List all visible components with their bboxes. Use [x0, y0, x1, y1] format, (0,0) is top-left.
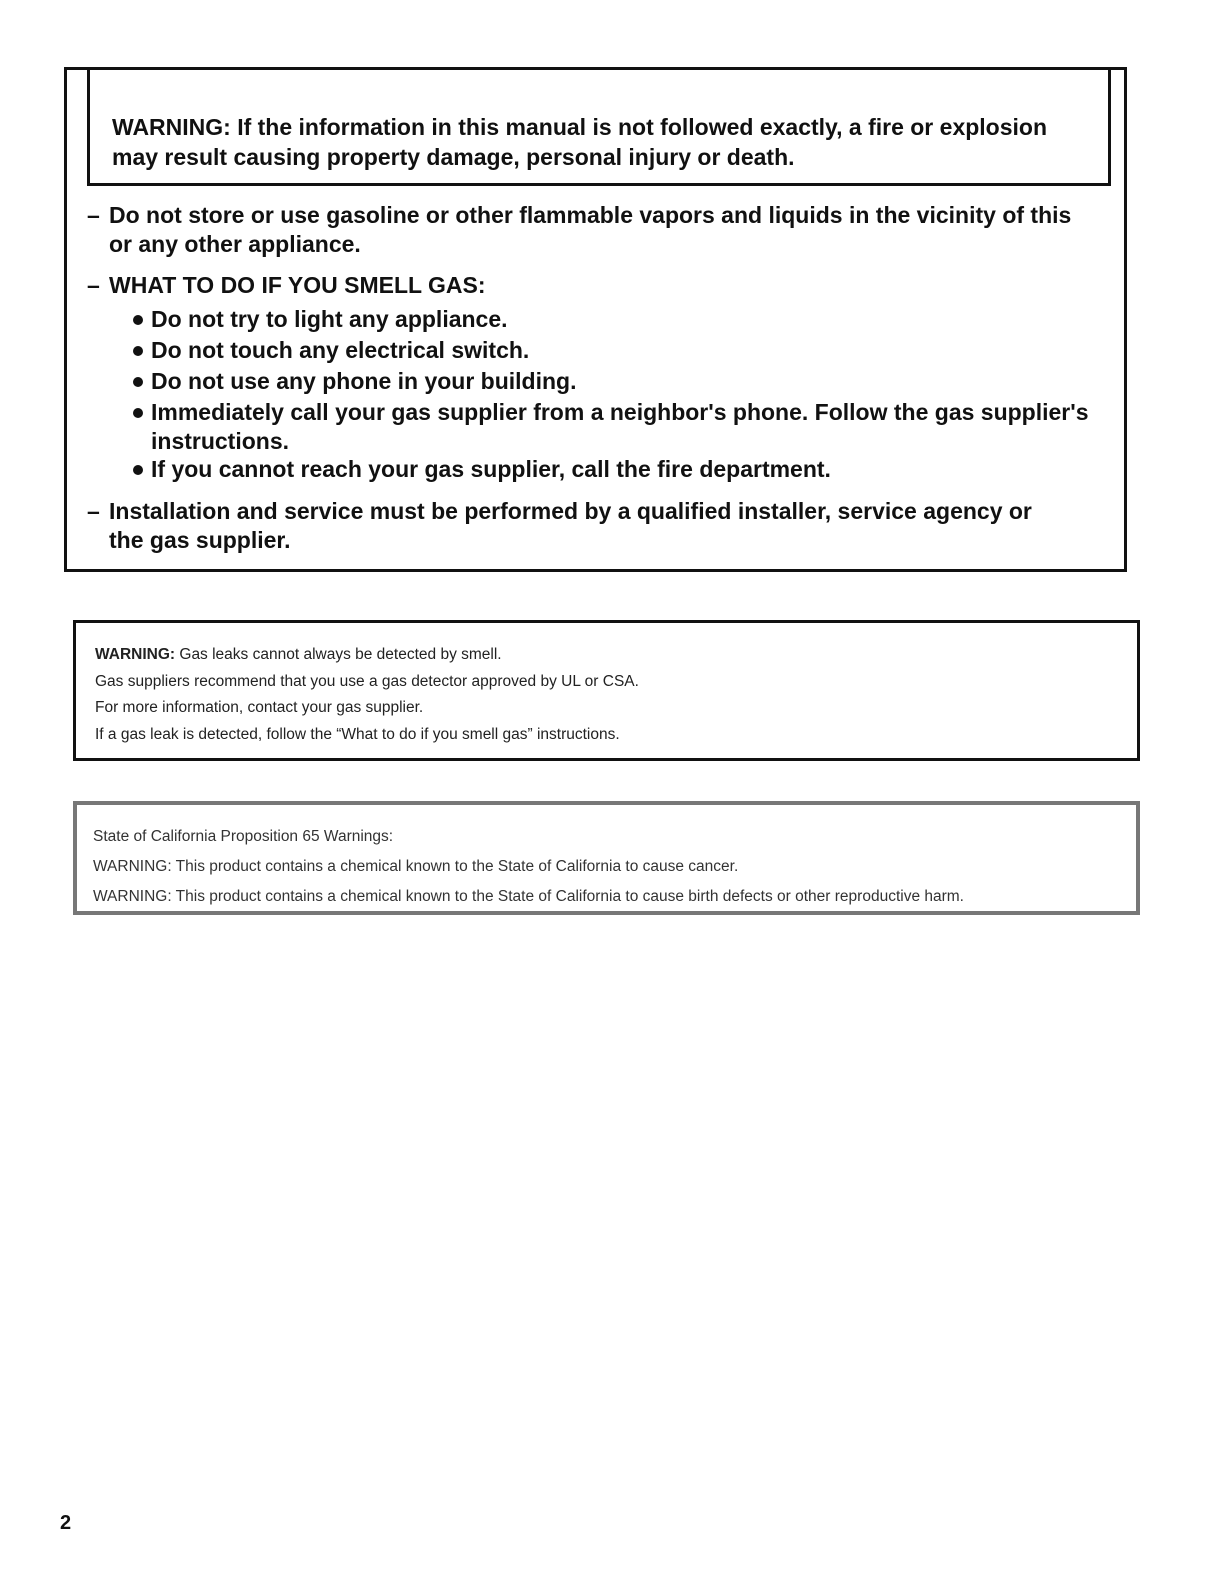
gas-leak-line-1: [95, 642, 1137, 669]
gas-safety-box: [64, 67, 1127, 572]
smell-gas-bullets: [109, 304, 1117, 485]
bullet-text: If you cannot reach your gas supplier, call the fire department.: [151, 456, 831, 482]
prop65-warning-box: [73, 801, 1140, 915]
item-text-line: the gas supplier.: [109, 527, 291, 553]
prop65-reproductive-warning: WARNING: This product contains a chemical known to the State of California to cause birth defects or other reproductive harm.: [93, 888, 964, 905]
item-text-line: Do not store or use gasoline or other flammable vapors and liquids in the vicinity of this: [109, 202, 1072, 228]
item-text-line: or any other appliance.: [109, 231, 361, 257]
gas-leak-warning-box: [73, 620, 1140, 761]
smell-gas-heading: WHAT TO DO IF YOU SMELL GAS:: [109, 272, 486, 298]
gas-leak-line-3: For more information, contact your gas supplier.: [95, 699, 424, 716]
dash-marker: –: [87, 498, 100, 524]
item-text-line: Installation and service must be performed by a qualified installer, service agency or: [109, 498, 1032, 524]
warning-label: WARNING:: [95, 646, 176, 663]
bullet-text: Do not use any phone in your building.: [151, 368, 577, 394]
bullet-item: [109, 335, 1117, 366]
bullet-dot-icon: [133, 465, 143, 475]
bullet-item: [109, 397, 1117, 454]
bullet-dot-icon: [133, 346, 143, 356]
bullet-dot-icon: [133, 377, 143, 387]
bullet-dot-icon: [133, 315, 143, 325]
gas-safety-list: [87, 201, 1117, 567]
prop65-heading: State of California Proposition 65 Warnings:: [93, 828, 394, 845]
dash-marker: –: [87, 202, 100, 228]
warning-line-2: may result causing property damage, personal injury or death.: [112, 144, 795, 170]
bullet-text: Do not try to light any appliance.: [151, 306, 508, 332]
bullet-item: [109, 304, 1117, 335]
gas-leak-line-2: Gas suppliers recommend that you use a gas detector approved by UL or CSA.: [95, 672, 639, 690]
list-item-flammable: [87, 201, 1117, 259]
bullet-item: [109, 454, 1117, 485]
bullet-item: [109, 366, 1117, 397]
warning-line-1: WARNING: If the information in this manual is not followed exactly, a fire or explosion: [112, 114, 1048, 140]
bullet-dot-icon: [133, 408, 143, 418]
dash-marker: –: [87, 272, 100, 298]
bullet-text: Do not touch any electrical switch.: [151, 337, 530, 363]
page-number: 2: [60, 1512, 72, 1534]
gas-leak-line-4: If a gas leak is detected, follow the “What to do if you smell gas” instructions.: [95, 725, 620, 743]
fire-explosion-warning: [87, 70, 1111, 186]
list-item-smell-gas: [87, 271, 1117, 485]
bullet-text-continued: instructions.: [151, 428, 290, 454]
prop65-cancer-warning: WARNING: This product contains a chemical known to the State of California to cause cancer.: [93, 858, 739, 875]
gas-leak-text: Gas leaks cannot always be detected by smell.: [175, 646, 502, 663]
bullet-text: Immediately call your gas supplier from a neighbor's phone. Follow the gas supplier's: [151, 399, 1089, 425]
list-item-installation: [87, 497, 1117, 555]
